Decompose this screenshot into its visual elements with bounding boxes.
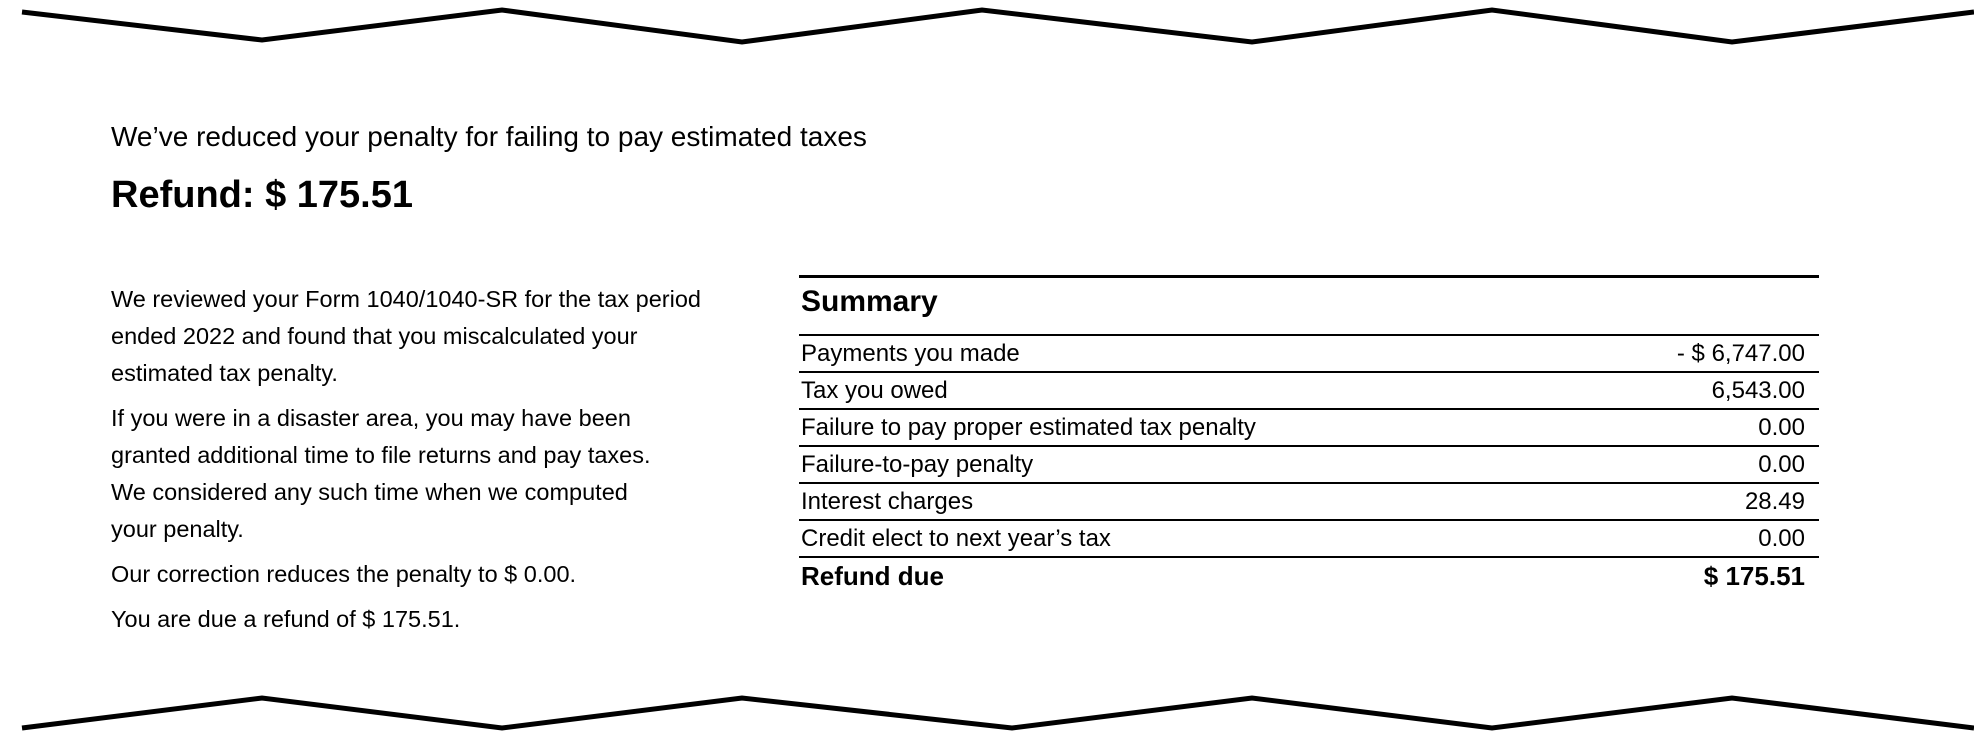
summary-row-refund-due bbox=[799, 558, 1819, 595]
explanation-paragraph: We reviewed your Form 1040/1040-SR for the tax period ended 2022 and found that you miscalculated your estimated tax penalty. bbox=[111, 286, 701, 386]
torn-edge-bottom bbox=[0, 678, 1974, 738]
summary-row-value: - $ 6,747.00 bbox=[1676, 339, 1805, 367]
summary-row-value: 0.00 bbox=[1758, 524, 1805, 552]
summary-row-label: Tax you owed bbox=[801, 376, 948, 404]
summary-row-interest bbox=[799, 484, 1819, 521]
summary-row-label: Refund due bbox=[801, 561, 944, 591]
torn-edge-top bbox=[0, 0, 1974, 60]
summary-row-label: Payments you made bbox=[801, 339, 1020, 367]
summary-row-tax-owed bbox=[799, 373, 1819, 410]
summary-heading: Summary bbox=[799, 278, 1819, 336]
summary-table bbox=[799, 275, 1819, 595]
summary-row-label: Interest charges bbox=[801, 487, 974, 515]
explanation-paragraph: If you were in a disaster area, you may have been granted additional time to file returns and pay taxes. We considered any such time when we computed your penalty. bbox=[111, 405, 651, 542]
summary-row-estimated-tax-penalty bbox=[799, 410, 1819, 447]
notice-subtitle: We’ve reduced your penalty for failing to pay estimated taxes bbox=[111, 121, 867, 152]
notice-title: Refund: $ 175.51 bbox=[111, 174, 413, 216]
summary-row-credit-elect bbox=[799, 521, 1819, 558]
summary-row-payments bbox=[799, 336, 1819, 373]
explanation-paragraph: You are due a refund of $ 175.51. bbox=[111, 606, 461, 632]
explanation-paragraph: Our correction reduces the penalty to $ 0.00. bbox=[111, 561, 577, 587]
summary-row-label: Failure to pay proper estimated tax penalty bbox=[801, 413, 1256, 441]
summary-row-value: 28.49 bbox=[1744, 487, 1805, 515]
summary-row-value: 6,543.00 bbox=[1711, 376, 1805, 404]
summary-row-failure-to-pay-penalty bbox=[799, 447, 1819, 484]
summary-row-label: Credit elect to next year’s tax bbox=[801, 524, 1111, 552]
summary-row-label: Failure-to-pay penalty bbox=[801, 450, 1034, 478]
summary-row-value: 0.00 bbox=[1758, 413, 1805, 441]
summary-row-value: $ 175.51 bbox=[1703, 561, 1805, 591]
explanation-text bbox=[111, 281, 711, 646]
summary-row-value: 0.00 bbox=[1758, 450, 1805, 478]
